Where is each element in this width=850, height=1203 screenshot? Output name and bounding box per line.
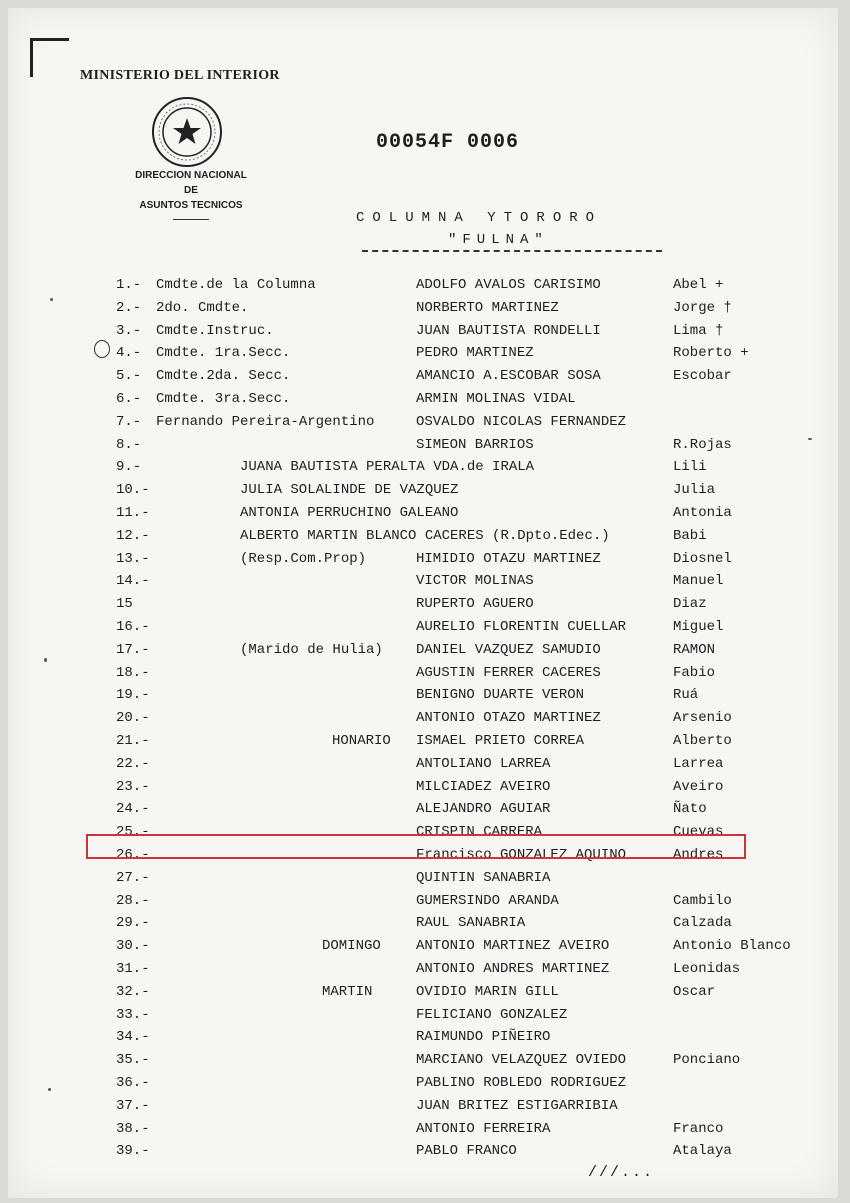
list-row (8, 365, 838, 387)
ministry-header: MINISTERIO DEL INTERIOR (80, 68, 280, 83)
row-name: MARCIANO VELAZQUEZ OVIEDO (416, 1052, 627, 1069)
row-num: 20.- (116, 710, 150, 727)
row-num: 4.- (116, 345, 142, 362)
row-name: ANTOLIANO LARREA (416, 755, 551, 772)
department-rule (173, 219, 209, 220)
row-alias: Cuevas (673, 824, 724, 841)
row-alias: Diaz (673, 596, 707, 613)
department-block (116, 168, 266, 220)
row-role: JULIA SOLALINDE DE VAZQUEZ (240, 482, 459, 499)
row-alias: Arsenio (673, 710, 732, 727)
row-name: RAIMUNDO PIÑEIRO (416, 1029, 551, 1046)
row-name: ANTONIO OTAZO MARTINEZ (416, 710, 601, 727)
row-name: AMANCIO A.ESCOBAR SOSA (416, 368, 601, 385)
list-row (8, 890, 838, 912)
department-line-3: ASUNTOS TECNICOS (139, 200, 243, 211)
row-name: PABLO FRANCO (416, 1143, 517, 1160)
row-name: JUAN BRITEZ ESTIGARRIBIA (416, 1097, 618, 1114)
row-name: ARMIN MOLINAS VIDAL (416, 391, 576, 407)
row-num: 21.- (116, 733, 150, 749)
row-num: 11.- (116, 505, 150, 521)
row-role: DOMINGO (322, 938, 381, 955)
row-alias: Fabio (673, 664, 716, 681)
row-alias: Larrea (673, 755, 724, 772)
row-alias: Ñato (673, 801, 707, 818)
row-name: CRISPIN CARRERA (416, 824, 543, 841)
row-role: MARTIN (322, 983, 373, 1000)
row-num: 26.- (116, 847, 150, 863)
list-row (8, 616, 838, 638)
row-num: 35.- (116, 1052, 150, 1069)
row-num: 1.- (116, 277, 142, 293)
row-alias: Julia (673, 482, 716, 499)
highlight-box (86, 834, 746, 859)
row-num: 10.- (116, 482, 150, 499)
row-num: 23.- (116, 778, 150, 795)
list-row (8, 1026, 838, 1048)
row-alias: Manuel (673, 573, 724, 590)
list-row (8, 1095, 838, 1117)
row-alias: Lima † (673, 322, 724, 339)
row-num: 31.- (116, 961, 150, 977)
row-name: AGUSTIN FERRER CACERES (416, 664, 601, 681)
list-row (8, 342, 838, 364)
list-row (8, 548, 838, 570)
row-name: ANTONIO MARTINEZ AVEIRO (416, 938, 610, 955)
row-num: 19.- (116, 687, 150, 704)
row-alias: Atalaya (673, 1143, 732, 1160)
row-num: 24.- (116, 801, 150, 818)
column-title: COLUMNA YTORORO (356, 210, 603, 226)
list-row (8, 274, 838, 296)
row-role: ANTONIA PERRUCHINO GALEANO (240, 505, 459, 521)
scan-speck (50, 298, 53, 301)
title-underline (362, 250, 662, 252)
document-page (8, 8, 838, 1198)
row-name: SIMEON BARRIOS (416, 436, 534, 453)
scan-speck (44, 658, 47, 662)
row-alias: Leonidas (673, 961, 741, 977)
row-num: 14.- (116, 573, 150, 590)
row-role: 2do. Cmdte. (156, 299, 249, 316)
row-alias: Aveiro (673, 778, 724, 795)
list-row (8, 912, 838, 934)
row-num: 17.- (116, 641, 150, 658)
list-row (8, 411, 838, 433)
list-row (8, 662, 838, 684)
list-row (8, 1118, 838, 1140)
list-row (8, 1004, 838, 1026)
row-name: PEDRO MARTINEZ (416, 345, 534, 362)
row-alias: Miguel (673, 619, 724, 635)
row-num: 39.- (116, 1143, 150, 1160)
list-row (8, 798, 838, 820)
list-row (8, 958, 838, 980)
row-alias: Cambilo (673, 892, 732, 909)
row-alias: Lili (673, 459, 707, 476)
row-alias: Andres (673, 847, 724, 863)
row-alias: RAMON (673, 641, 716, 658)
continuation-mark: ///... (588, 1164, 655, 1181)
row-num: 32.- (116, 983, 150, 1000)
list-row (8, 707, 838, 729)
row-num: 13.- (116, 550, 150, 567)
row-name: RAUL SANABRIA (416, 915, 526, 932)
row-role: Cmdte. 1ra.Secc. (156, 345, 291, 362)
row-name: OVIDIO MARIN GILL (416, 983, 559, 1000)
row-name: ALEJANDRO AGUIAR (416, 801, 551, 818)
document-number: 00054F 0006 (376, 131, 520, 154)
list-row (8, 981, 838, 1003)
row-role: Cmdte.de la Columna (156, 277, 316, 293)
row-name: ISMAEL PRIETO CORREA (416, 733, 585, 749)
list-row (8, 593, 838, 615)
row-name: ANTONIO FERREIRA (416, 1120, 551, 1137)
row-name: NORBERTO MARTINEZ (416, 299, 559, 316)
row-name: Francisco GONZALEZ AQUINO (416, 847, 627, 863)
row-alias: Antonia (673, 505, 732, 521)
list-row (8, 434, 838, 456)
row-name: AURELIO FLORENTIN CUELLAR (416, 619, 627, 635)
row-num: 9.- (116, 459, 142, 476)
list-row (8, 570, 838, 592)
row-alias: Ruá (673, 687, 699, 704)
scan-speck (48, 1088, 51, 1091)
row-name: VICTOR MOLINAS (416, 573, 534, 590)
department-line-1: DIRECCION NACIONAL (135, 170, 247, 181)
row-num: 28.- (116, 892, 150, 909)
row-name: MILCIADEZ AVEIRO (416, 778, 551, 795)
list-row (8, 753, 838, 775)
column-subtitle: "FULNA" (448, 232, 549, 248)
row-num: 2.- (116, 299, 142, 316)
row-num: 29.- (116, 915, 150, 932)
list-row (8, 639, 838, 661)
row-num: 6.- (116, 391, 142, 407)
list-row (8, 1140, 838, 1162)
list-row (8, 730, 838, 752)
row-num: 37.- (116, 1097, 150, 1114)
row-alias: Escobar (673, 368, 732, 385)
row-alias: Ponciano (673, 1052, 741, 1069)
list-row (8, 388, 838, 410)
row-name: JUAN BAUTISTA RONDELLI (416, 322, 601, 339)
row-num: 5.- (116, 368, 142, 385)
row-num: 27.- (116, 869, 150, 886)
row-num: 36.- (116, 1075, 150, 1091)
row-name: HIMIDIO OTAZU MARTINEZ (416, 550, 601, 567)
row-alias: Diosnel (673, 550, 732, 567)
row-num: 7.- (116, 413, 142, 430)
list-row (8, 1072, 838, 1094)
row-role: (Marido de Hulia) (240, 641, 383, 658)
row-num: 18.- (116, 664, 150, 681)
list-row (8, 320, 838, 342)
row-alias: R.Rojas (673, 436, 732, 453)
row-num: 16.- (116, 619, 150, 635)
row-role: Cmdte.Instruc. (156, 322, 274, 339)
department-line-2: DE (184, 185, 198, 196)
row-alias: Roberto + (673, 345, 749, 362)
row-alias: Alberto (673, 733, 732, 749)
row-num: 25.- (116, 824, 150, 841)
row-name: DANIEL VAZQUEZ SAMUDIO (416, 641, 601, 658)
row-num: 38.- (116, 1120, 150, 1137)
row-role: JUANA BAUTISTA PERALTA VDA.de IRALA (240, 459, 535, 476)
list-row (8, 1049, 838, 1071)
row-name: QUINTIN SANABRIA (416, 869, 551, 886)
row-alias: Babi (673, 527, 707, 544)
hand-drawn-circle (94, 340, 110, 358)
list-row (8, 776, 838, 798)
row-num: 3.- (116, 322, 142, 339)
row-name: GUMERSINDO ARANDA (416, 892, 559, 909)
row-num: 30.- (116, 938, 150, 955)
row-num: 34.- (116, 1029, 150, 1046)
national-seal-icon (151, 96, 223, 168)
row-role: Cmdte. 3ra.Secc. (156, 391, 291, 407)
row-name: BENIGNO DUARTE VERON (416, 687, 585, 704)
row-name: ANTONIO ANDRES MARTINEZ (416, 961, 610, 977)
list-row (8, 684, 838, 706)
row-role: Fernando Pereira-Argentino (156, 413, 375, 430)
list-row (8, 297, 838, 319)
row-num: 33.- (116, 1006, 150, 1023)
corner-bracket (30, 38, 69, 77)
row-num: 8.- (116, 436, 142, 453)
list-row (8, 479, 838, 501)
row-name: OSVALDO NICOLAS FERNANDEZ (416, 413, 627, 430)
scan-speck (808, 438, 812, 440)
row-alias: Antonio Blanco (673, 938, 791, 955)
list-row (8, 502, 838, 524)
row-role: (Resp.Com.Prop) (240, 550, 367, 567)
row-num: 15 (116, 596, 133, 613)
row-alias: Oscar (673, 983, 716, 1000)
list-row (8, 456, 838, 478)
list-row (8, 525, 838, 547)
row-num: 12.- (116, 527, 150, 544)
row-name: FELICIANO GONZALEZ (416, 1006, 568, 1023)
list-row (8, 867, 838, 889)
row-name: RUPERTO AGUERO (416, 596, 534, 613)
row-alias: Abel + (673, 277, 724, 293)
list-row (8, 935, 838, 957)
row-role: HONARIO (332, 733, 391, 749)
row-role: ALBERTO MARTIN BLANCO CACERES (R.Dpto.Edec.) (240, 527, 610, 544)
row-alias: Jorge † (673, 299, 732, 316)
row-alias: Franco (673, 1120, 724, 1137)
row-num: 22.- (116, 755, 150, 772)
row-alias: Calzada (673, 915, 732, 932)
row-name: PABLINO ROBLEDO RODRIGUEZ (416, 1075, 627, 1091)
row-name: ADOLFO AVALOS CARISIMO (416, 277, 601, 293)
row-role: Cmdte.2da. Secc. (156, 368, 291, 385)
